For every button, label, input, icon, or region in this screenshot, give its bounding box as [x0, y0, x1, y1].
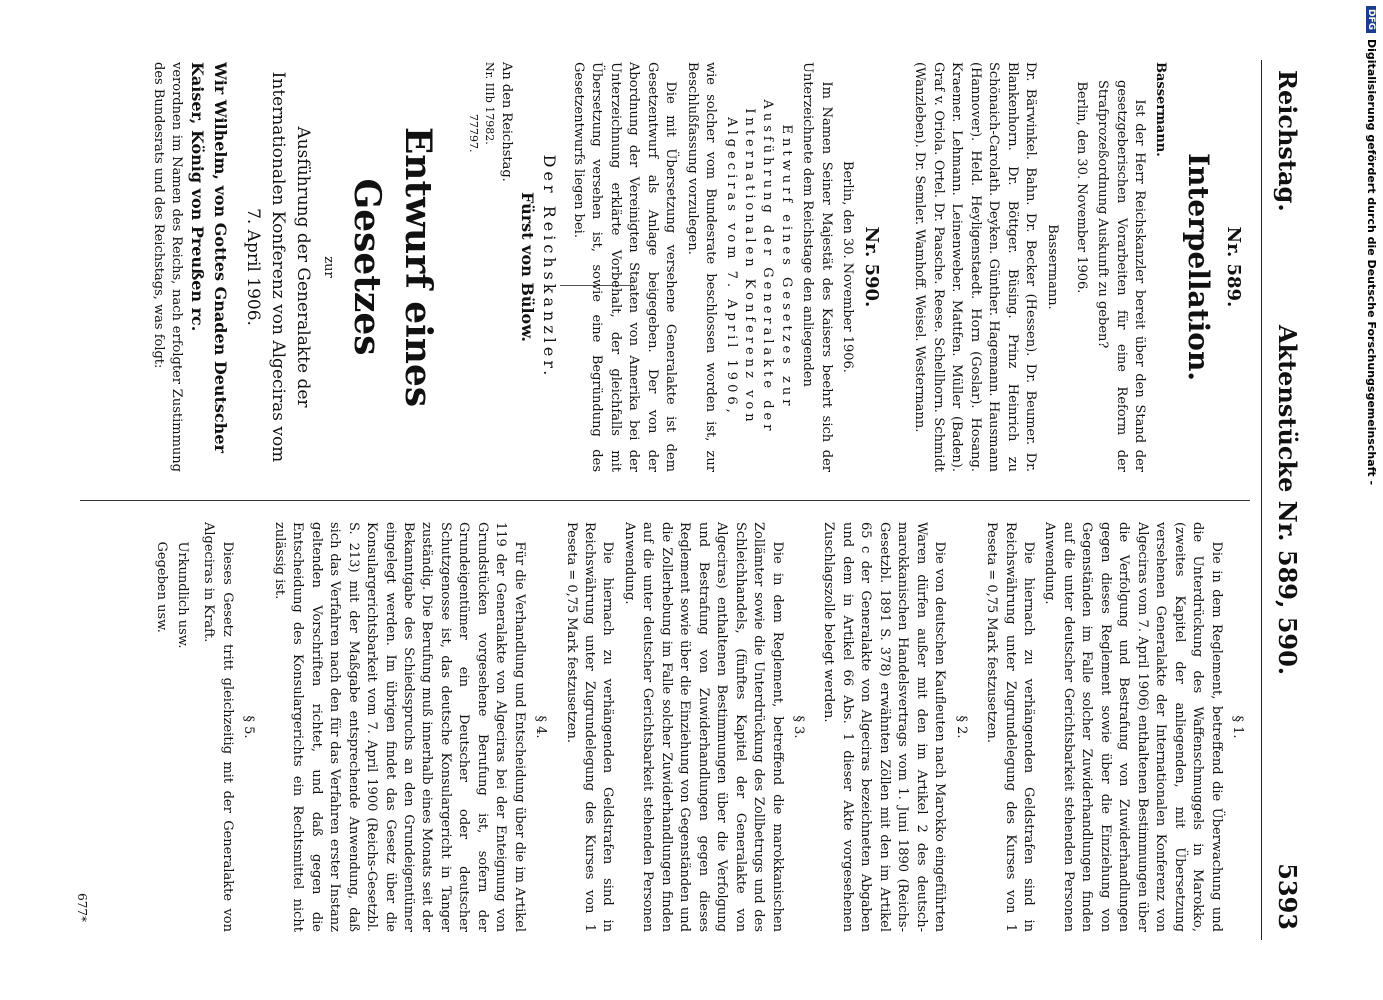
- addressee: An den Reichstag.: [499, 62, 515, 182]
- column-divider: [80, 500, 1250, 501]
- header-rule: [1261, 60, 1262, 940]
- document-number-590: Nr. 590.: [860, 226, 882, 308]
- submission-intro: Im Namen Seiner Majestät des Kaisers beehrt sich der Unterzeichnete dem Reichstage den anliegenden: [800, 62, 834, 472]
- section-4-text: Für die Verhandlung und Entscheidung über die im Artikel 119 der Generalakte von Algeciras bei der Enteignung von Grundstücken vorgesehene Berufung ist, sofern der Grundeigentümer ein Deutscher oder deutscher Schutzgenosse ist, das deutsche Konsulargericht in Tanger zuständig. Die Berufung muß innerhalb eines Monats seit der Bekanntgabe des Schiedsspruchs an den Grundeigentümer eingelegt werden. Im übrigen findet das Gesetz über die Konsulargerichtsbarkeit vom 7. April 1900 (Reichs-Gesetzbl. S. 213) mit der Maßgabe entsprechende Anwendung, daß sich das Verfahren nach den für das Verfahren erster Instanz geltenden Vorschriften richtet, und daß gegen die Entscheidung des Konsulargerichts ein Rechtsmittel nicht zulässig ist.: [271, 522, 527, 932]
- annex-paragraph: Die mit Übersetzung versehene Generalakte ist dem Gesetzentwurf als Anlage beigegeben. Der von der Abordnung der Vereinigten Staaten von Amerika bei der Unterzeichnung erklärte Vorbehalt, der gleichfalls mit Übersetzung versehen ist, sowie eine Begründung des Gesetzentwurfs liegen bei.: [570, 62, 679, 472]
- section-3-heading: § 3.: [791, 715, 807, 739]
- funding-notice: Digitalisierung gefördert durch die Deutsche Forschungsgemeinschaft -: [1365, 39, 1378, 486]
- section-5-heading: § 5.: [241, 715, 257, 739]
- date-589: Berlin, den 30. November 1906.: [1073, 81, 1089, 294]
- section-1-text-2: Die hiernach zu verhängenden Geldstrafen sind in Reichswährung unter Zugrundelegung des Kurses von 1 Peseta = 0,75 Mark festzusetzen.: [984, 522, 1037, 932]
- section-1-heading: § 1.: [1230, 715, 1245, 739]
- digitization-sidebar: [1362, 6, 1378, 1000]
- gegeben-line: Gegeben usw.: [153, 541, 169, 633]
- section-1-text: Die in dem Reglement, betreffend die Überwachung und die Unterdrückung des Waffenschmuggels in Marokko, (zweites Kapitel der anliegenden, mit Übersetzung versehenen Generalakte der Internationalen Konferenz von Algeciras vom 7. April 1906) enthaltenen Bestimmungen über die Verfolgung und Bestrafung von Zuwiderhandlungen gegen dieses Reglement sowie über die Einziehung von Gegenständen im Falle solcher Zuwiderhandlungen finden auf die unter deutscher Gerichtsbarkeit stehenden Personen Anwendung.: [1042, 522, 1224, 932]
- zur-label: zur: [321, 256, 337, 278]
- left-column: [73, 62, 1258, 472]
- section-5-text: Dieses Gesetz tritt gleichzeitig mit der Generalakte von Algeciras in Kraft.: [201, 522, 235, 932]
- section-2-heading: § 2.: [953, 715, 969, 739]
- chancellor-title: Der Reichskanzler.: [540, 154, 560, 380]
- right-column: [73, 522, 1258, 932]
- reference-number: Nr. IIIb 17982.: [482, 62, 496, 145]
- supporters-list: Dr. Bärwinkel. Bahn. Dr. Becker (Hessen). Dr. Beumer. Dr. Blankenhorn. Dr. Böttger. Büsing. Prinz Heinrich zu Schönaich-Carolath. Deyken. Günther. Hagemann. Hausmann (Hannover). Held. Heyligenstaedt. Horn (Goslar). Hosang. Kraemer. Lehmann. Leinenweber. Mattfen. Müller (Baden). Graf v. Oriola. Ortel. Dr. Paasche. Reese. Schellhorn. Schmidt (Wanzleben). Dr. Semler. Wamhoff. Weisel. Westermann.: [912, 62, 1038, 472]
- date-590: Berlin, den 30. November 1906.: [840, 161, 856, 373]
- draft-law-subtitle: Ausführung der Generalakte der Internationalen Konferenz von Algeciras vom 7. April 1906.: [243, 71, 313, 463]
- draft-law-heading: Entwurf eines Gesetzes: [346, 126, 440, 408]
- interpellation-question: Ist der Herr Reichskanzler bereit über den Stand der gesetzgeberischen Vorarbeiten für eine Reform der Strafprozeßordnung Auskunft zu geben?: [1095, 80, 1148, 472]
- urkundlich-line: Urkundlich usw.: [174, 541, 190, 649]
- section-2-text: Die von deutschen Kaufleuten nach Marokko eingeführten Waren dürfen außer mit den im Artikel 2 des deutsch-marokkanischen Handelsvertrags vom 1. Juni 1890 (Reichs-Gesetzbl. 1891 S. 378) erwähnten Zöllen mit den im Artikel 65 c der Generalakte von Algeciras bezeichneten Abgaben und dem in Artikel 66 Abs. 1 dieser Akte vorgesehenen Zuschlagszolle belegt werden.: [821, 522, 948, 932]
- dfg-logo: DFG: [1367, 6, 1377, 33]
- reference-number-2: 77797.: [466, 114, 480, 153]
- document-number-589: Nr. 589.: [1223, 226, 1244, 308]
- footer-mark: 677*: [75, 893, 90, 922]
- header-left: Reichstag.: [1273, 70, 1302, 212]
- page-header: [1262, 70, 1302, 930]
- section-3-text: Die in dem Reglement, betreffend die marokkanischen Zollämter sowie die Unterdrückung des Zollbetrugs und des Schleichhandels, (fünftes Kapitel der Generalakte von Algeciras) enthaltenen Bestimmungen über die Verfolgung und Bestrafung von Zuwiderhandlungen gegen dieses Reglement sowie über die Einziehung von Gegenständen und die Zollerhebung im Falle solcher Zuwiderhandlungen finden auf die unter deutscher Gerichtsbarkeit stehenden Personen Anwendung.: [621, 522, 785, 932]
- page-number: 5393: [1273, 863, 1302, 930]
- chancellor-name: Fürst von Bülow.: [517, 192, 537, 342]
- section-4-heading: § 4.: [533, 715, 549, 739]
- bill-continuation: wie solcher vom Bundesrate beschlossen worden ist, zur Beschlußfassung vorzulegen.: [684, 62, 719, 472]
- rotated-document-page: [60, 40, 1320, 960]
- header-title: Aktenstücke Nr. 589, 590.: [1273, 324, 1302, 676]
- author-name: Bassermann.: [1152, 62, 1168, 157]
- signer-name: Bassermann.: [1045, 224, 1061, 310]
- bill-title: Entwurf eines Gesetzes zur Ausführung der Generalakte der Internationalen Konferenz von Algeciras vom 7. April 1906,: [723, 99, 794, 435]
- enacting-clause: verordnen im Namen des Reichs, nach erfolgter Zustimmung des Bundesrats und des Reichstags, was folgt:: [150, 62, 185, 472]
- interpellation-heading: Interpellation.: [1182, 152, 1216, 382]
- section-3-text-2: Die hiernach zu verhängenden Geldstrafen sind in Reichswährung unter Zugrundelegung des Kurses von 1 Peseta = 0,75 Mark festzusetzen.: [563, 522, 616, 932]
- enacting-formula: Wir Wilhelm, von Gottes Gnaden Deutscher Kaiser, König von Preußen rc.: [188, 62, 230, 453]
